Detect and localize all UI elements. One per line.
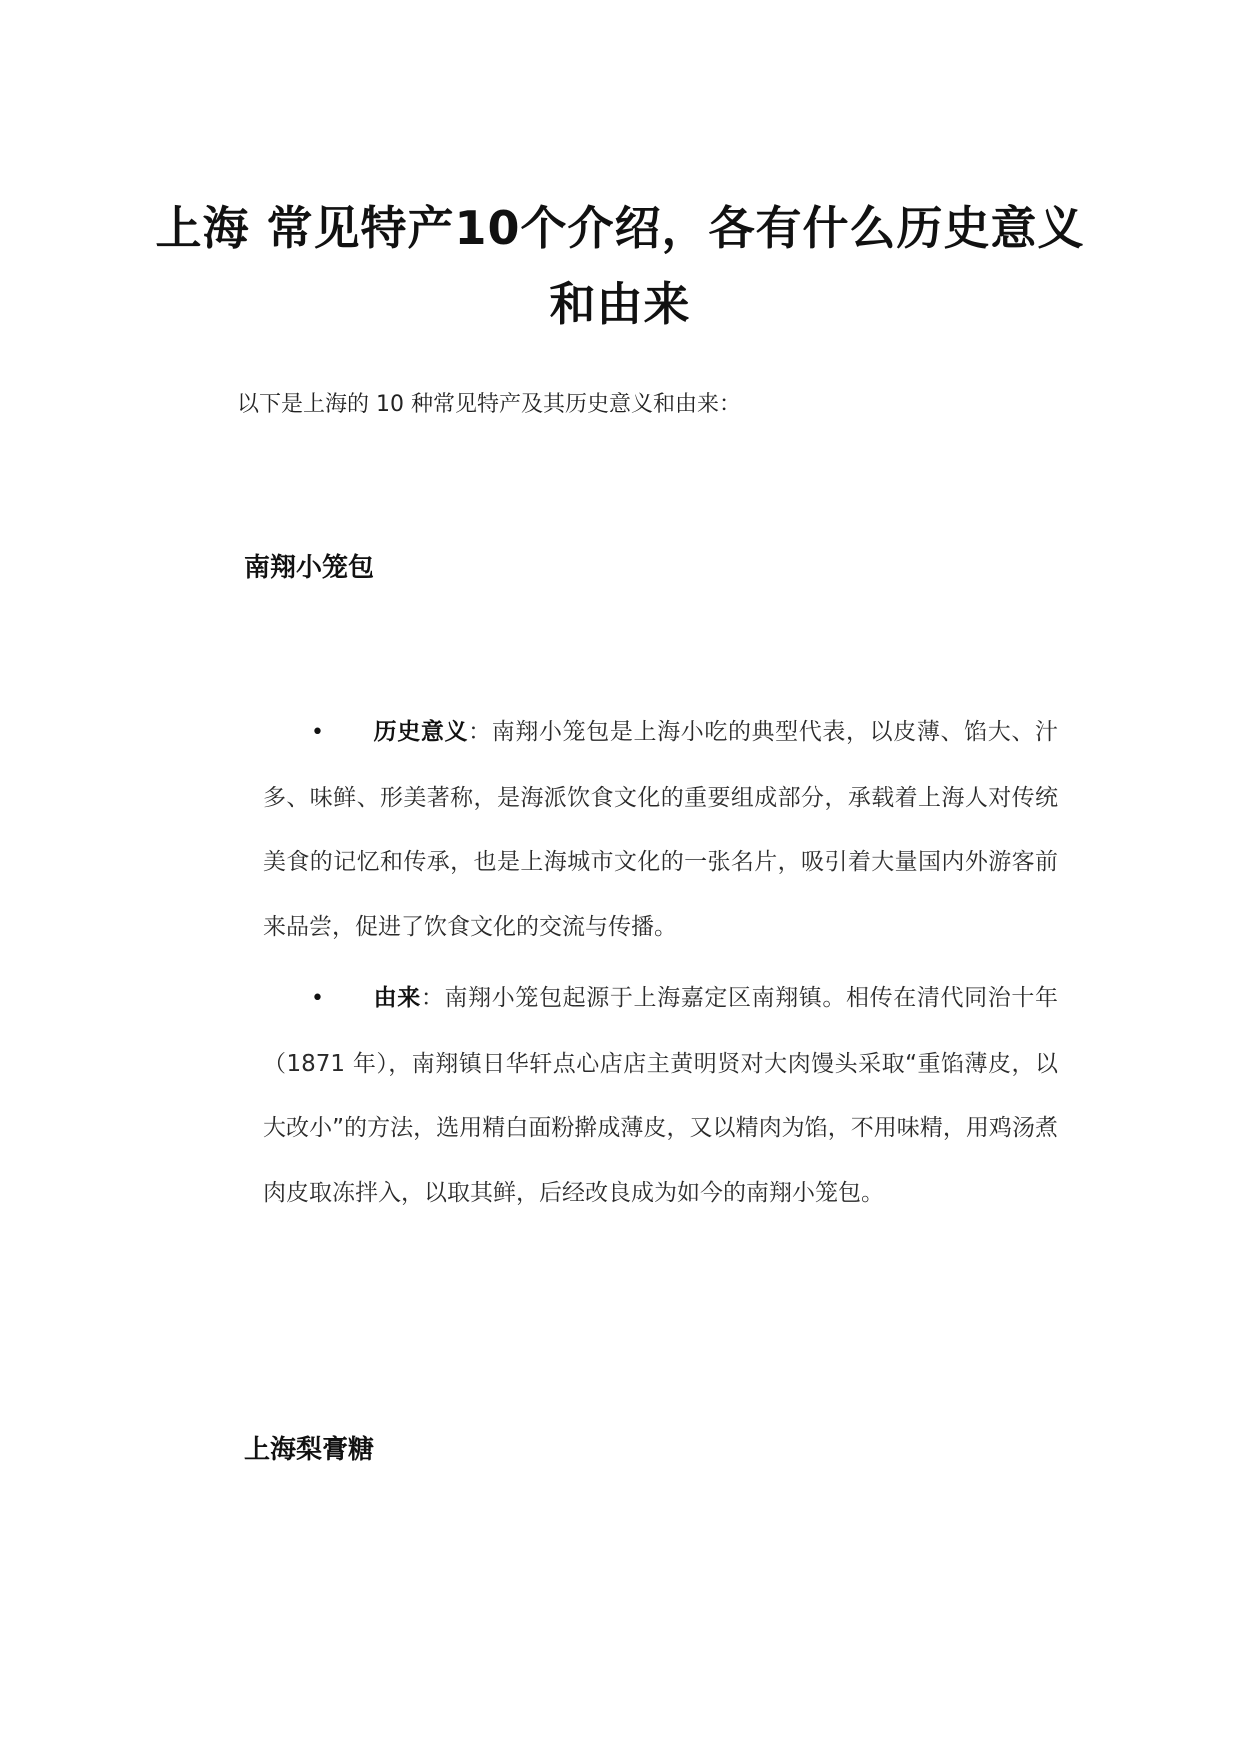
list-item-historical-significance xyxy=(263,700,1058,959)
item-separator: ： xyxy=(468,719,492,745)
document-title: 上海 常见特产10个介绍，各有什么历史意义和由来 xyxy=(155,201,1085,331)
item-label: 历史意义 xyxy=(373,719,469,745)
section-heading-xiaolongbao: 南翔小笼包 xyxy=(244,553,375,583)
bullet-icon: • xyxy=(311,986,324,1011)
list-item-origin xyxy=(263,966,1058,1225)
intro-paragraph: 以下是上海的 10 种常见特产及其历史意义和由来： xyxy=(237,392,741,417)
item-text: 南翔小笼包起源于上海嘉定区南翔镇。相传在清代同治十年（1871 年），南翔镇日华轩点心店店主黄明贤对大肉馒头采取“重馅薄皮，以大改小”的方法，选用精白面粉擀成薄皮，又以精肉为馅，不用味精，用鸡汤煮肉皮取冻拌入，以取其鲜，后经改良成为如今的南翔小笼包。 xyxy=(263,985,1059,1206)
item-separator: ： xyxy=(420,985,445,1011)
item-text: 南翔小笼包是上海小吃的典型代表，以皮薄、馅大、汁多、味鲜、形美著称，是海派饮食文化的重要组成部分，承载着上海人对传统美食的记忆和传承，也是上海城市文化的一张名片，吸引着大量国内外游客前来品尝，促进了饮食文化的交流与传播。 xyxy=(263,719,1059,940)
item-label: 由来 xyxy=(373,985,421,1011)
section-heading-pear-syrup-candy: 上海梨膏糖 xyxy=(244,1435,375,1465)
bullet-icon: • xyxy=(311,720,324,745)
